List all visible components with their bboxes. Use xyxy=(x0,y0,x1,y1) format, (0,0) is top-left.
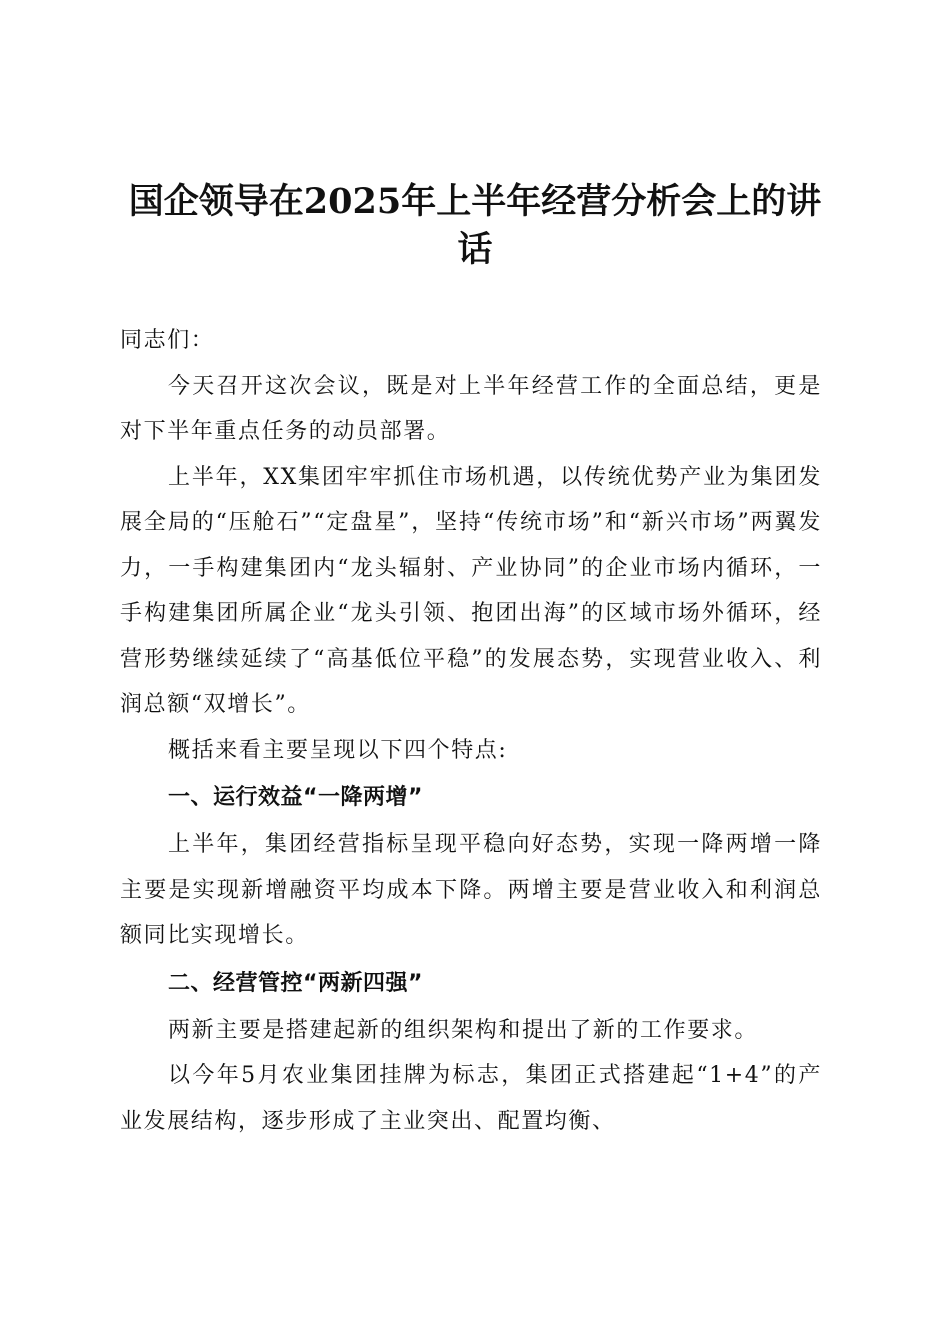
section-heading-1: 一、运行效益“一降两增” xyxy=(168,785,423,810)
section-2-paragraph-1: 两新主要是搭建起新的组织架构和提出了新的工作要求。 xyxy=(168,1017,759,1043)
section-heading-2: 二、经营管控“两新四强” xyxy=(168,970,423,996)
document-body xyxy=(120,318,822,1144)
document-title: 国企领导在2025年上半年经营分析会上的讲话 xyxy=(128,181,822,270)
paragraph-intro: 今天召开这次会议，既是对上半年经营工作的全面总结，更是对下半年重点任务的动员部署。 xyxy=(120,373,822,444)
paragraph-first-half-review: 上半年，XX集团牢牢抓住市场机遇，以传统优势产业为集团发展全局的“压舱石”“定盘星”，坚持“传统市场”和“新兴市场”两翼发力，一手构建集团内“龙头辐射、产业协同”的企业市场内循环，一手构建集团所属企业“龙头引领、抱团出海”的区域市场外循环，经营形势继续延续了“高基低位平稳”的发展态势，实现营业收入、利润总额“双增长”。 xyxy=(120,464,822,717)
section-2-paragraph-2: 以今年5月农业集团挂牌为标志，集团正式搭建起“1+4”的产业发展结构，逐步形成了主业突出、配置均衡、 xyxy=(120,1063,822,1134)
section-1-paragraph: 上半年，集团经营指标呈现平稳向好态势，实现一降两增一降主要是实现新增融资平均成本下降。两增主要是营业收入和利润总额同比实现增长。 xyxy=(120,832,822,948)
paragraph-summary-lead: 概括来看主要呈现以下四个特点: xyxy=(168,737,508,763)
salutation: 同志们： xyxy=(120,328,215,353)
